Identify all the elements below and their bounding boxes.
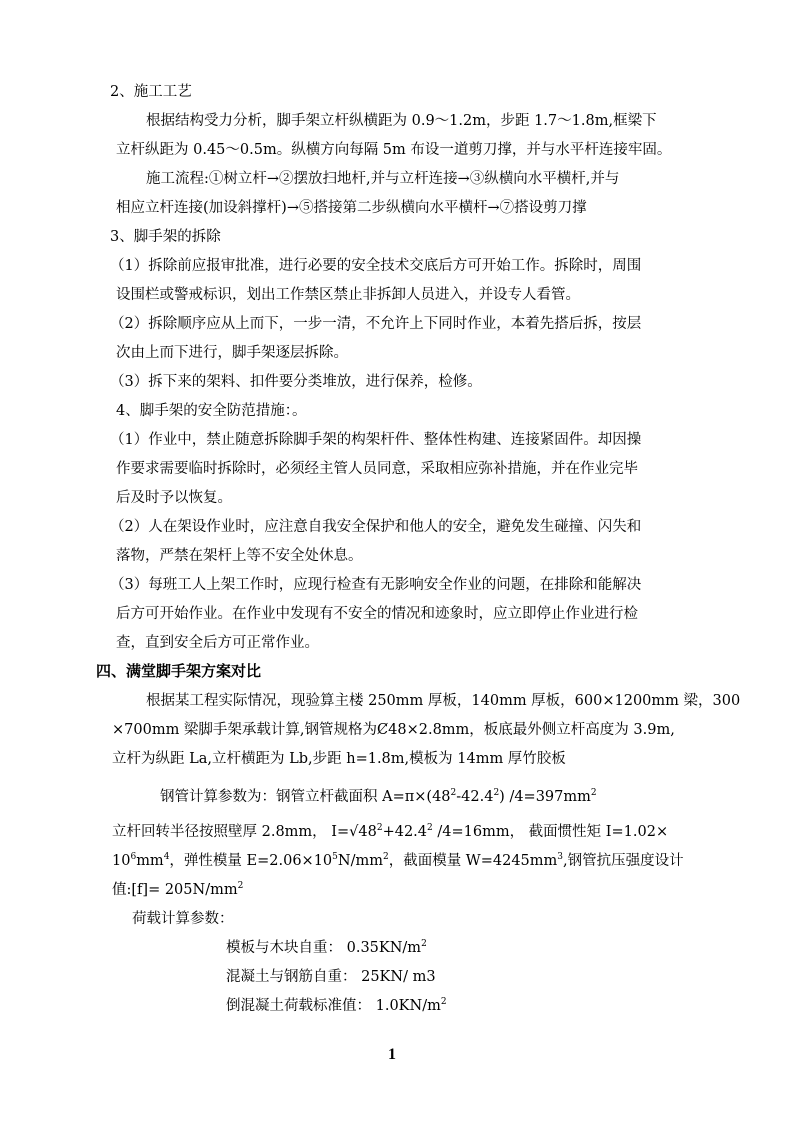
list-item-line: 作要求需要临时拆除时，必须经主管人员同意，采取相应弥补措施，并在作业完毕 (116, 461, 638, 477)
list-item-line: 后及时予以恢复。 (116, 490, 232, 506)
chapter-4-heading: 四、满堂脚手架方案对比 (96, 662, 262, 680)
paragraph-line: ×700mm 梁脚手架承载计算,钢管规格为Ȼ48×2.8mm，板底最外侧立杆高度为 3.9m, (112, 722, 675, 738)
section-2-heading: 2、施工工艺 (110, 84, 192, 100)
strength-line: 值:[f]= $205N/mm^2$ (112, 881, 244, 898)
list-item-line: （2）拆除顺序应从上而下，一步一清，不允许上下同时作业，本着先搭后拆，按层 (110, 316, 642, 332)
list-item-line: （2）人在架设作业时，应注意自我安全保护和他人的安全，避免发生碰撞、闪失和 (110, 519, 642, 535)
paragraph-line: 立杆为纵距 La,立杆横距为 Lb,步距 h=1.8m,模板为 14mm 厚竹胶板 (112, 751, 566, 767)
load-item-concrete: 混凝土与钢筋自重： 25KN/ m3 (226, 969, 436, 985)
paragraph-line: 立杆纵距为 0.45～0.5m。纵横方向每隔 5m 布设一道剪刀撑，并与水平杆连接牢固。 (116, 142, 672, 158)
load-item-pouring: 倒混凝土荷载标准值： $1.0KN/m^2$ (226, 997, 447, 1014)
list-item-line: 次由上而下进行，脚手架逐层拆除。 (116, 345, 348, 361)
list-item-line: （1）作业中，禁止随意拆除脚手架的构架杆件、整体性构建、连接紧固件。却因操 (110, 432, 642, 448)
list-item-line: （1）拆除前应报审批准，进行必要的安全技术交底后方可开始工作。拆除时，周围 (110, 258, 642, 274)
list-item-line: （3）每班工人上架工作时，应现行检查有无影响安全作业的问题，在排除和能解决 (110, 577, 642, 593)
section-4-heading: 4、脚手架的安全防范措施：。 (116, 403, 307, 419)
paragraph-line: 施工流程:①树立杆→②摆放扫地杆,并与立杆连接→③纵横向水平横杆,并与 (146, 171, 620, 187)
radius-line: 立杆回转半径按照壁厚 2.8mm， $I=√48^2+42.4^2$ /4=16mm， 截面惯性矩 I=1.02× (112, 823, 669, 840)
page-number: 1 (388, 1046, 396, 1063)
load-item-formwork: 模板与木块自重： $0.35KN/m^2$ (226, 939, 427, 956)
inertia-line: $10^6mm^4$，弹性模量 $E=2.06\times 10^5N/mm^2$，截面模量 $W=4245mm^3$,钢管抗压强度设计 (112, 852, 684, 869)
load-heading: 荷载计算参数： (132, 911, 234, 927)
section-3-heading: 3、脚手架的拆除 (110, 229, 221, 245)
list-item-line: 后方可开始作业。在作业中发现有不安全的情况和迹象时，应立即停止作业进行检 (116, 606, 638, 622)
list-item-line: 落物，严禁在架杆上等不安全处休息。 (116, 548, 363, 564)
steel-params-line: 钢管计算参数为：钢管立杆截面积 $A=\pi\times(48^2-42.4^2)$ $/4=397mm^2$ (160, 788, 597, 805)
list-item-line: 查，直到安全后方可正常作业。 (116, 635, 319, 651)
list-item-line: （3）拆下来的架料、扣件要分类堆放，进行保养，检修。 (110, 374, 482, 390)
paragraph-line: 相应立杆连接(加设斜撑杆)→⑤搭接第二步纵横向水平横杆→⑦搭设剪刀撑 (116, 200, 587, 216)
paragraph-line: 根据某工程实际情况，现验算主楼 250mm 厚板，140mm 厚板，600×1200mm 梁，300 (146, 693, 741, 709)
list-item-line: 设围栏或警戒标识，划出工作禁区禁止非拆卸人员进入，并设专人看管。 (116, 287, 580, 303)
paragraph-line: 根据结构受力分析，脚手架立杆纵横距为 0.9～1.2m，步距 1.7～1.8m,框梁下 (146, 113, 657, 129)
